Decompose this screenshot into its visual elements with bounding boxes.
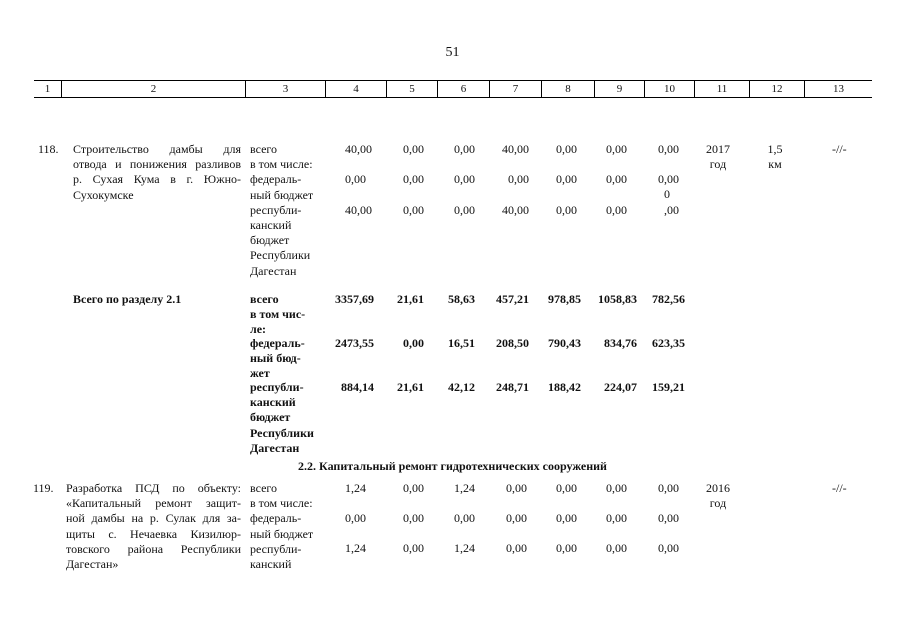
header-col-1: 1	[44, 83, 51, 95]
value-cell: 834,76	[604, 336, 637, 350]
value-cell: ,00	[664, 203, 679, 217]
year-value: 2017	[706, 142, 730, 156]
funding-line: республи-	[250, 202, 302, 217]
object-name-line: товского района Республики	[66, 541, 241, 556]
funding-line: федераль-	[250, 172, 302, 187]
value-cell: 0,00	[403, 336, 424, 350]
year-value: 2016	[706, 481, 730, 495]
value-cell: 0,00	[508, 172, 529, 186]
object-name	[66, 481, 241, 572]
value-cell: 21,61	[397, 380, 424, 394]
value-cell: 0,00	[403, 511, 424, 525]
value-cell: 0,00	[403, 203, 424, 217]
funding-line: республи-	[250, 541, 302, 556]
value-cell: 0,00	[403, 172, 424, 186]
value-cell: 0,00	[658, 172, 679, 186]
value-cell: 0,00	[606, 172, 627, 186]
value-cell: 0,00	[606, 481, 627, 495]
funding-line: Дагестан	[250, 440, 300, 455]
object-name-line: Разработка ПСД по объекту:	[66, 481, 241, 495]
value-cell: 0,00	[345, 172, 366, 186]
funding-line: канский	[250, 395, 296, 410]
value-cell: 0,00	[658, 511, 679, 525]
funding-line: канский	[250, 557, 292, 572]
value-cell: 0,00	[403, 541, 424, 555]
value-cell: 457,21	[496, 292, 529, 306]
funding-line: канский	[250, 218, 292, 233]
value-cell: 21,61	[397, 292, 424, 306]
capacity	[755, 142, 795, 172]
funding-line: бюджет	[250, 410, 291, 425]
funding-source	[250, 292, 305, 338]
funding-line: ный бюджет	[250, 187, 314, 202]
funding-line: ный бюд-	[250, 351, 301, 366]
value-cell: 40,00	[345, 203, 372, 217]
header-col-10: 10	[644, 81, 694, 97]
value-cell: 3357,69	[335, 292, 374, 306]
value-cell: 208,50	[496, 336, 529, 350]
funding-line: жет	[250, 366, 270, 381]
value-cell: 0,00	[556, 511, 577, 525]
header-col-11: 11	[694, 81, 749, 97]
funding-source	[250, 142, 313, 279]
object-name-line: Строительство дамбы для	[73, 142, 241, 156]
value-cell: 42,12	[448, 380, 475, 394]
value-cell: 0,00	[454, 511, 475, 525]
section-total-label: Всего по разделу 2.1	[73, 292, 182, 306]
funding-line: в том числе:	[250, 157, 313, 172]
value-cell: 1,24	[345, 481, 366, 495]
value-cell: 0,00	[606, 511, 627, 525]
value-cell: 0,00	[556, 203, 577, 217]
row-number: 119.	[33, 481, 54, 495]
value-cell: 623,35	[652, 336, 685, 350]
value-cell: 0,00	[658, 481, 679, 495]
funding-line: всего	[250, 142, 278, 156]
header-col-4: 4	[325, 81, 386, 97]
value-cell: 40,00	[345, 142, 372, 156]
header-col-8: 8	[541, 81, 594, 97]
funding-line: Республики	[250, 248, 311, 263]
executor: -//-	[832, 142, 847, 156]
funding-line: ле:	[250, 322, 267, 337]
value-cell: 248,71	[496, 380, 529, 394]
value-cell: 0,00	[454, 172, 475, 186]
funding-line: Республики	[250, 425, 314, 440]
funding-line: всего	[250, 481, 278, 495]
value-cell: 1,24	[345, 541, 366, 555]
value-cell: 0	[664, 187, 670, 201]
value-cell: 16,51	[448, 336, 475, 350]
value-cell: 0,00	[506, 481, 527, 495]
header-col-6: 6	[437, 81, 489, 97]
header-col-13: 13	[804, 81, 872, 97]
value-cell: 0,00	[658, 142, 679, 156]
funding-line: ный бюджет	[250, 526, 314, 541]
funding-line: в том числе:	[250, 496, 313, 511]
value-cell: 0,00	[606, 541, 627, 555]
capacity-unit: км	[768, 157, 782, 172]
header-col-9: 9	[594, 81, 644, 97]
funding-source	[250, 481, 313, 572]
value-cell: 0,00	[658, 541, 679, 555]
value-cell: 0,00	[556, 172, 577, 186]
year-unit: год	[709, 157, 727, 172]
value-cell: 40,00	[502, 203, 529, 217]
object-name	[73, 142, 241, 203]
value-cell: 2473,55	[335, 336, 374, 350]
value-cell: 58,63	[448, 292, 475, 306]
value-cell: 0,00	[556, 541, 577, 555]
value-cell: 0,00	[506, 511, 527, 525]
header-col-3: 3	[245, 81, 325, 97]
value-cell: 978,85	[548, 292, 581, 306]
capacity-value: 1,5	[767, 142, 783, 156]
section-heading: 2.2. Капитальный ремонт гидротехнических сооружений	[298, 459, 607, 473]
object-name-line: «Капитальный ремонт защит-	[66, 496, 241, 511]
value-cell: 0,00	[345, 511, 366, 525]
value-cell: 884,14	[341, 380, 374, 394]
value-cell: 159,21	[652, 380, 685, 394]
funding-line: всего	[250, 292, 279, 306]
value-cell: 224,07	[604, 380, 637, 394]
header-col-5: 5	[386, 81, 437, 97]
table-header-row	[34, 80, 872, 98]
object-name-line: щиты с. Нечаевка Кизилюр-	[66, 526, 241, 541]
header-col-7: 7	[489, 81, 541, 97]
funding-line: Дагестан	[250, 263, 297, 278]
value-cell: 0,00	[606, 203, 627, 217]
header-col-12: 12	[749, 81, 804, 97]
value-cell: 0,00	[403, 481, 424, 495]
funding-line: республи-	[250, 380, 304, 394]
funding-source	[250, 336, 305, 382]
object-name-line: Сухокумске	[73, 187, 134, 202]
funding-source	[250, 380, 314, 456]
object-name-line: отвода и понижения разливов	[73, 157, 241, 172]
value-cell: 1058,83	[598, 292, 637, 306]
completion-year	[698, 481, 738, 511]
executor: -//-	[832, 481, 847, 495]
value-cell: 0,00	[606, 142, 627, 156]
value-cell: 782,56	[652, 292, 685, 306]
value-cell: 40,00	[502, 142, 529, 156]
funding-line: в том чис-	[250, 307, 306, 322]
value-cell: 790,43	[548, 336, 581, 350]
value-cell: 1,24	[454, 541, 475, 555]
page-number: 51	[445, 45, 460, 60]
object-name-line: ной дамбы на р. Сулак для за-	[66, 511, 241, 526]
value-cell: 0,00	[506, 541, 527, 555]
object-name-line: р. Сухая Кума в г. Южно-	[73, 172, 241, 187]
funding-line: федераль-	[250, 511, 302, 526]
value-cell: 0,00	[454, 142, 475, 156]
row-number: 118.	[38, 142, 59, 156]
value-cell: 0,00	[454, 203, 475, 217]
value-cell: 1,24	[454, 481, 475, 495]
value-cell: 188,42	[548, 380, 581, 394]
funding-line: бюджет	[250, 233, 290, 248]
year-unit: год	[709, 496, 727, 511]
completion-year	[698, 142, 738, 172]
value-cell: 0,00	[556, 481, 577, 495]
value-cell: 0,00	[556, 142, 577, 156]
object-name-line: Дагестан»	[66, 557, 119, 572]
header-col-2: 2	[61, 81, 245, 97]
funding-line: федераль-	[250, 336, 305, 350]
value-cell: 0,00	[403, 142, 424, 156]
